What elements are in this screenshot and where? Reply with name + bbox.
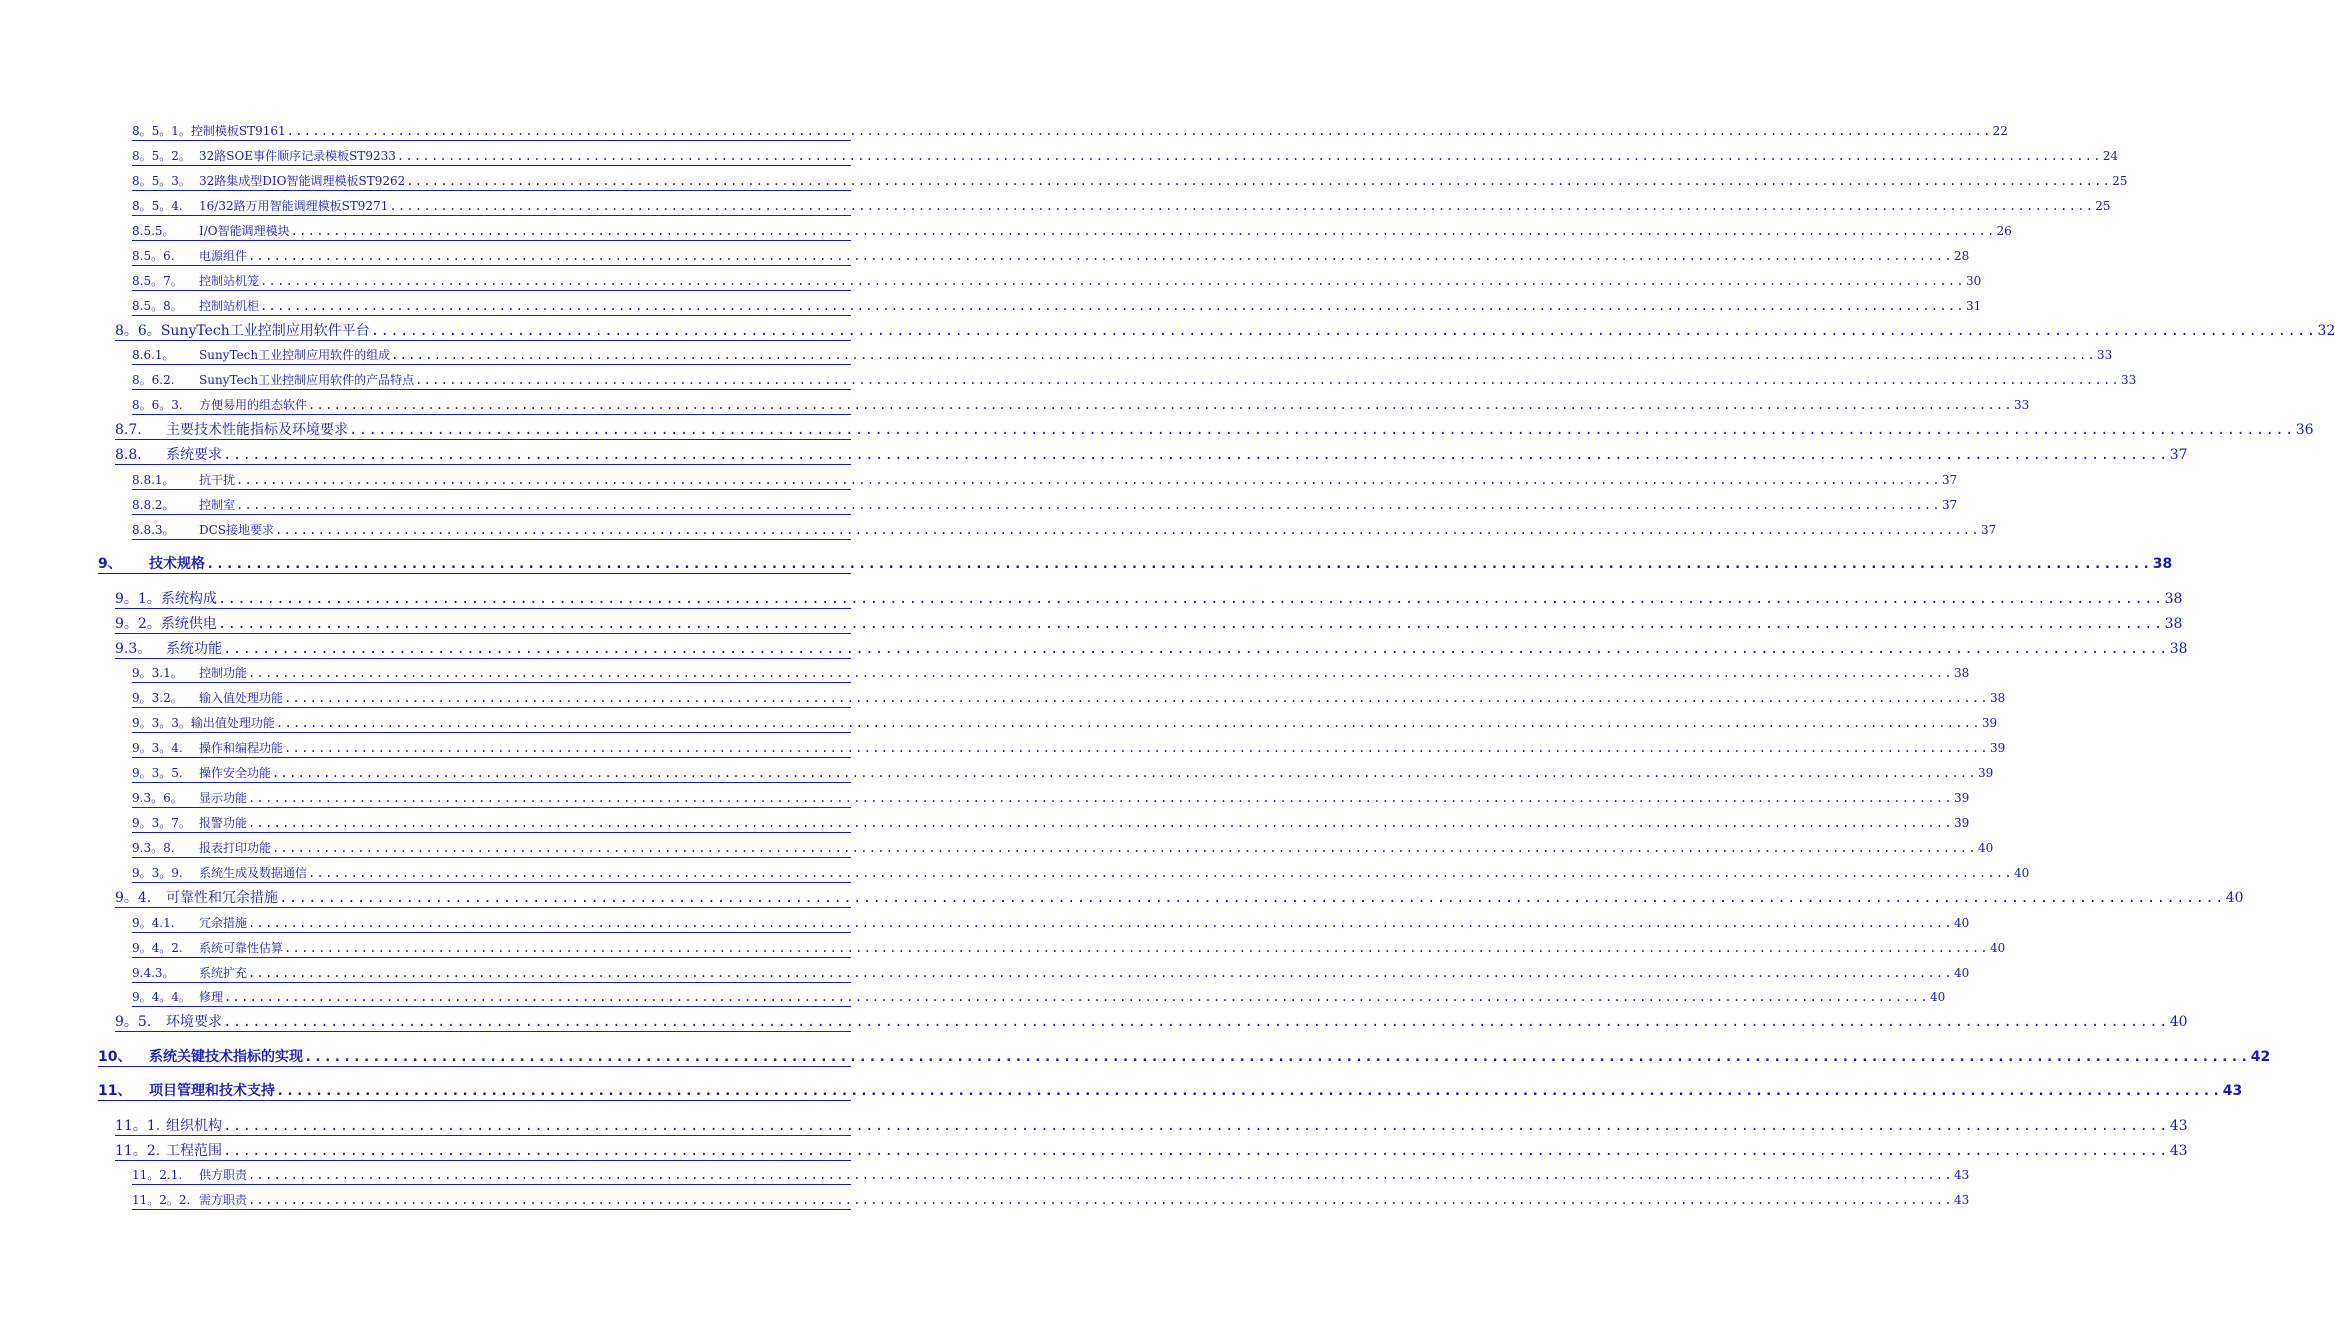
toc-entry-page-number: 33: [2121, 373, 2137, 387]
toc-entry-page-number: 28: [1953, 249, 1970, 263]
toc-dot-leader: ........................................................................................................................................................................................................: [248, 666, 1953, 680]
toc-entry-title: 冗余措施: [199, 916, 248, 930]
toc-entry-page-number: 40: [1989, 941, 2006, 955]
toc-entry-title: 项目管理和技术支持: [149, 1083, 275, 1099]
toc-entry[interactable]: [132, 224, 2012, 241]
toc-entry[interactable]: [115, 591, 2183, 609]
toc-entry-number: 9。3.1。: [132, 666, 183, 680]
toc-dot-leader: ........................................................................................................................................................................................................: [275, 716, 1981, 730]
toc-entry-title: 16/32路万用智能调理模板ST9271: [199, 199, 389, 213]
toc-entry-title: 系统构成: [160, 591, 217, 607]
toc-entry-page-number: 25: [2095, 199, 2111, 213]
toc-entry-number: 11。2.: [115, 1143, 161, 1159]
toc-entry-number: 8。6。: [115, 323, 161, 339]
toc-entry-title: 控制功能: [199, 666, 248, 680]
toc-entry-page-number: 40: [1929, 990, 1946, 1004]
toc-entry[interactable]: [132, 274, 1982, 291]
toc-dot-leader: ........................................................................................................................................................................................................: [370, 323, 2317, 339]
toc-entry-title: DCS接地要求: [199, 523, 275, 537]
toc-entry-title: 控制模板ST9161: [190, 124, 286, 138]
toc-entry-number: 9。4.1.: [132, 916, 175, 930]
toc-dot-leader: ........................................................................................................................................................................................................: [284, 691, 1989, 705]
toc-entry[interactable]: [132, 124, 2008, 141]
toc-dot-leader: ........................................................................................................................................................................................................: [272, 841, 1977, 855]
toc-entry-title: 控制室: [199, 498, 236, 512]
toc-entry-title: 环境要求: [166, 1014, 222, 1030]
toc-dot-leader: ........................................................................................................................................................................................................: [275, 523, 1980, 537]
toc-dot-leader: ........................................................................................................................................................................................................: [396, 149, 2102, 163]
toc-entry-number: 8。5。3。: [132, 174, 191, 188]
toc-entry-page-number: 39: [1977, 766, 1994, 780]
toc-entry[interactable]: [98, 556, 2173, 574]
toc-entry-page-number: 33: [2013, 398, 2030, 412]
toc-entry-title: 抗干扰: [199, 473, 236, 487]
toc-entry-number: 9.3。8.: [132, 841, 175, 855]
toc-entry-page-number: 38: [1989, 691, 2006, 705]
toc-entry-title: 系统要求: [166, 447, 222, 463]
toc-entry-title: 32路SOE事件顺序记录模板ST9233: [199, 149, 396, 163]
toc-dot-leader: ........................................................................................................................................................................................................: [248, 1193, 1953, 1207]
toc-entry[interactable]: [98, 1049, 2271, 1067]
toc-entry-page-number: 39: [1953, 816, 1970, 830]
toc-entry-page-number: 40: [1953, 916, 1970, 930]
toc-entry[interactable]: [132, 916, 1970, 933]
toc-entry[interactable]: [132, 766, 1994, 783]
toc-entry[interactable]: [132, 523, 1997, 540]
toc-entry-number: 8。5。2。: [132, 149, 191, 163]
toc-entry-title: 电源组件: [199, 249, 248, 263]
toc-entry-page-number: 26: [1996, 224, 2012, 238]
toc-entry-page-number: 24: [2102, 149, 2119, 163]
toc-dot-leader: ........................................................................................................................................................................................................: [223, 1014, 2169, 1030]
toc-dot-leader: ........................................................................................................................................................................................................: [217, 616, 2164, 632]
toc-entry-page-number: 31: [1965, 299, 1982, 313]
toc-dot-leader: ........................................................................................................................................................................................................: [415, 373, 2121, 387]
toc-dot-leader: ........................................................................................................................................................................................................: [276, 1083, 2222, 1099]
toc-dot-leader: ........................................................................................................................................................................................................: [248, 966, 1953, 980]
toc-entry-page-number: 43: [1953, 1168, 1970, 1182]
toc-entry-page-number: 39: [1953, 791, 1970, 805]
toc-entry-page-number: 37: [2169, 447, 2188, 463]
toc-dot-leader: ........................................................................................................................................................................................................: [279, 890, 2225, 906]
toc-entry-number: 8。6。3.: [132, 398, 183, 412]
toc-entry[interactable]: [132, 816, 1970, 833]
toc-entry-title: 需方职责: [199, 1193, 248, 1207]
toc-entry-number: 9.3。6。: [132, 791, 183, 805]
toc-entry-number: 8。6.2.: [132, 373, 175, 387]
toc-entry-number: 8.5。7。: [132, 274, 183, 288]
toc-entry-page-number: 40: [1953, 966, 1970, 980]
toc-entry-page-number: 38: [2152, 556, 2173, 572]
toc-entry[interactable]: [132, 866, 2030, 883]
toc-entry-title: 组织机构: [166, 1118, 222, 1134]
toc-dot-leader: ........................................................................................................................................................................................................: [308, 866, 2013, 880]
toc-dot-leader: ........................................................................................................................................................................................................: [223, 1143, 2169, 1159]
toc-dot-leader: ........................................................................................................................................................................................................: [248, 1168, 1953, 1182]
toc-entry-number: 9。3。4.: [132, 741, 183, 755]
toc-entry-number: 8。5。4.: [132, 199, 183, 213]
toc-entry-page-number: 38: [2164, 591, 2183, 607]
toc-entry-page-number: 36: [2295, 422, 2314, 438]
toc-entry[interactable]: [132, 249, 1970, 266]
toc-dot-leader: ........................................................................................................................................................................................................: [248, 816, 1953, 830]
toc-entry[interactable]: [132, 990, 1946, 1007]
toc-entry-page-number: 37: [1980, 523, 1997, 537]
toc-entry-page-number: 37: [1941, 473, 1958, 487]
toc-entry[interactable]: [115, 616, 2183, 634]
toc-entry-page-number: 40: [2225, 890, 2244, 906]
toc-entry-title: 32路集成型DIO智能调理模板ST9262: [199, 174, 406, 188]
toc-entry-number: 8.5。6.: [132, 249, 175, 263]
toc-entry[interactable]: [132, 1193, 1970, 1210]
toc-entry[interactable]: [115, 323, 2335, 341]
toc-entry-page-number: 39: [1989, 741, 2006, 755]
toc-entry-page-number: 32: [2317, 323, 2335, 339]
toc-entry-number: 10、: [98, 1049, 132, 1065]
toc-entry[interactable]: [115, 641, 2188, 659]
toc-entry-title: 主要技术性能指标及环境要求: [166, 422, 348, 438]
toc-dot-leader: ........................................................................................................................................................................................................: [248, 791, 1953, 805]
toc-dot-leader: ........................................................................................................................................................................................................: [304, 1049, 2250, 1065]
toc-entry-title: 供方职责: [199, 1168, 248, 1182]
toc-dot-leader: ........................................................................................................................................................................................................: [284, 741, 1989, 755]
toc-entry[interactable]: [132, 841, 1994, 858]
toc-entry[interactable]: [115, 1118, 2188, 1136]
toc-entry-title: 报警功能: [199, 816, 248, 830]
toc-entry[interactable]: [132, 149, 2119, 166]
toc-entry-number: 11。2.1.: [132, 1168, 183, 1182]
toc-dot-leader: ........................................................................................................................................................................................................: [236, 498, 1941, 512]
toc-dot-leader: ........................................................................................................................................................................................................: [260, 299, 1965, 313]
toc-entry-number: 9。3。3。: [132, 716, 191, 730]
toc-entry-number: 8.6.1。: [132, 348, 175, 362]
toc-entry-number: 9。1。: [115, 591, 161, 607]
toc-dot-leader: ........................................................................................................................................................................................................: [284, 941, 1989, 955]
toc-dot-leader: ........................................................................................................................................................................................................: [349, 422, 2295, 438]
toc-dot-leader: ........................................................................................................................................................................................................: [248, 249, 1953, 263]
toc-entry-page-number: 39: [1981, 716, 1998, 730]
toc-entry-number: 9。3。5.: [132, 766, 183, 780]
toc-entry[interactable]: [115, 1014, 2188, 1032]
toc-entry-title: I/O智能调理模块: [199, 224, 290, 238]
toc-dot-leader: ........................................................................................................................................................................................................: [206, 556, 2152, 572]
toc-entry-page-number: 43: [2222, 1083, 2243, 1099]
toc-dot-leader: ........................................................................................................................................................................................................: [290, 224, 1996, 238]
toc-entry-title: 操作和编程功能: [199, 741, 284, 755]
toc-entry[interactable]: [98, 1083, 2243, 1101]
toc-dot-leader: ........................................................................................................................................................................................................: [236, 473, 1941, 487]
toc-entry-title: 控制站机柜: [199, 299, 260, 313]
toc-entry[interactable]: [132, 199, 2111, 216]
toc-entry[interactable]: [132, 473, 1958, 490]
toc-entry[interactable]: [132, 716, 1998, 733]
toc-entry[interactable]: [132, 498, 1958, 515]
toc-entry-number: 9。3。7。: [132, 816, 191, 830]
toc-dot-leader: ........................................................................................................................................................................................................: [272, 766, 1977, 780]
toc-dot-leader: ........................................................................................................................................................................................................: [389, 199, 2095, 213]
toc-entry[interactable]: [132, 373, 2137, 390]
toc-entry-title: 方便易用的组态软件: [199, 398, 308, 412]
toc-entry-number: 9。4.: [115, 890, 152, 906]
toc-entry-number: 9.3。: [115, 641, 152, 657]
toc-entry[interactable]: [132, 398, 2030, 415]
toc-entry-title: 系统生成及数据通信: [199, 866, 308, 880]
toc-entry-title: 技术规格: [149, 556, 205, 572]
toc-entry-title: SunyTech工业控制应用软件的产品特点: [199, 373, 415, 387]
toc-entry[interactable]: [132, 1168, 1970, 1185]
toc-entry-page-number: 42: [2250, 1049, 2271, 1065]
toc-entry-title: 控制站机笼: [199, 274, 260, 288]
toc-entry-number: 8.5。8。: [132, 299, 183, 313]
toc-entry[interactable]: [132, 666, 1970, 683]
toc-entry-title: 系统供电: [160, 616, 217, 632]
toc-entry-title: 系统扩充: [199, 966, 248, 980]
toc-entry-page-number: 38: [1953, 666, 1970, 680]
toc-entry[interactable]: [132, 299, 1982, 316]
toc-entry[interactable]: [132, 348, 2113, 365]
toc-entry-page-number: 38: [2164, 616, 2183, 632]
toc-entry-title: SunyTech工业控制应用软件平台: [160, 323, 370, 339]
toc-entry-number: 9。3.2。: [132, 691, 183, 705]
toc-entry-number: 9。2。: [115, 616, 161, 632]
toc-entry-title: 系统可靠性估算: [199, 941, 284, 955]
toc-entry-page-number: 30: [1965, 274, 1982, 288]
toc-entry-page-number: 40: [1977, 841, 1994, 855]
toc-entry-title: 可靠性和冗余措施: [166, 890, 278, 906]
toc-entry-title: SunyTech工业控制应用软件的组成: [199, 348, 391, 362]
toc-entry-title: 系统功能: [166, 641, 222, 657]
toc-dot-leader: ........................................................................................................................................................................................................: [223, 1118, 2169, 1134]
toc-entry[interactable]: [132, 174, 2128, 191]
toc-entry-number: 9、: [98, 556, 122, 572]
toc-entry[interactable]: [115, 422, 2314, 440]
toc-entry-number: 8.8.1。: [132, 473, 175, 487]
toc-entry-number: 11、: [98, 1083, 132, 1099]
toc-dot-leader: ........................................................................................................................................................................................................: [248, 916, 1953, 930]
toc-entry-number: 11。1.: [115, 1118, 161, 1134]
toc-entry-page-number: 40: [2013, 866, 2030, 880]
toc-entry-number: 8.7.: [115, 422, 142, 438]
toc-entry[interactable]: [132, 966, 1970, 983]
toc-entry-title: 报表打印功能: [199, 841, 272, 855]
toc-dot-leader: ........................................................................................................................................................................................................: [406, 174, 2112, 188]
toc-entry-number: 8.8.2。: [132, 498, 175, 512]
toc-entry-number: 9。3。9.: [132, 866, 183, 880]
toc-entry[interactable]: [132, 791, 1970, 808]
toc-entry-page-number: 38: [2169, 641, 2188, 657]
toc-entry-title: 操作安全功能: [199, 766, 272, 780]
toc-dot-leader: ........................................................................................................................................................................................................: [391, 348, 2097, 362]
toc-entry-title: 输入值处理功能: [199, 691, 284, 705]
toc-dot-leader: ........................................................................................................................................................................................................: [223, 641, 2169, 657]
toc-entry-number: 9。4。2.: [132, 941, 183, 955]
toc-dot-leader: ........................................................................................................................................................................................................: [286, 124, 1992, 138]
toc-entry[interactable]: [115, 890, 2244, 908]
toc-dot-leader: ........................................................................................................................................................................................................: [308, 398, 2013, 412]
toc-entry-title: 显示功能: [199, 791, 248, 805]
toc-entry-page-number: 43: [2169, 1118, 2188, 1134]
toc-entry[interactable]: [132, 741, 2006, 758]
toc-entry-page-number: 25: [2112, 174, 2128, 188]
toc-entry-title: 系统关键技术指标的实现: [149, 1049, 303, 1065]
toc-entry-number: 8。5。1。: [132, 124, 191, 138]
toc-entry-page-number: 33: [2097, 348, 2113, 362]
toc-entry-title: 输出值处理功能: [190, 716, 275, 730]
toc-entry-number: 8.8.: [115, 447, 142, 463]
toc-entry-page-number: 22: [1992, 124, 2008, 138]
toc-entry-title: 修理: [199, 990, 224, 1004]
toc-entry-page-number: 37: [1941, 498, 1958, 512]
toc-dot-leader: ........................................................................................................................................................................................................: [217, 591, 2164, 607]
toc-entry-number: 11。2。2.: [132, 1193, 191, 1207]
toc-entry[interactable]: [115, 1143, 2188, 1161]
toc-dot-leader: ........................................................................................................................................................................................................: [223, 447, 2169, 463]
toc-entry[interactable]: [132, 691, 2006, 708]
toc-entry[interactable]: [132, 941, 2006, 958]
toc-entry-number: 8.8.3。: [132, 523, 175, 537]
toc-entry[interactable]: [115, 447, 2188, 465]
toc-dot-leader: ........................................................................................................................................................................................................: [224, 990, 1929, 1004]
toc-entry-page-number: 40: [2169, 1014, 2188, 1030]
toc-entry-page-number: 43: [2169, 1143, 2188, 1159]
toc-dot-leader: ........................................................................................................................................................................................................: [260, 274, 1965, 288]
toc-entry-number: 8.5.5。: [132, 224, 175, 238]
toc-entry-number: 9。4。4。: [132, 990, 191, 1004]
toc-entry-title: 工程范围: [166, 1143, 222, 1159]
toc-entry-number: 9.4.3。: [132, 966, 175, 980]
toc-entry-number: 9。5.: [115, 1014, 152, 1030]
toc-entry-page-number: 43: [1953, 1193, 1970, 1207]
